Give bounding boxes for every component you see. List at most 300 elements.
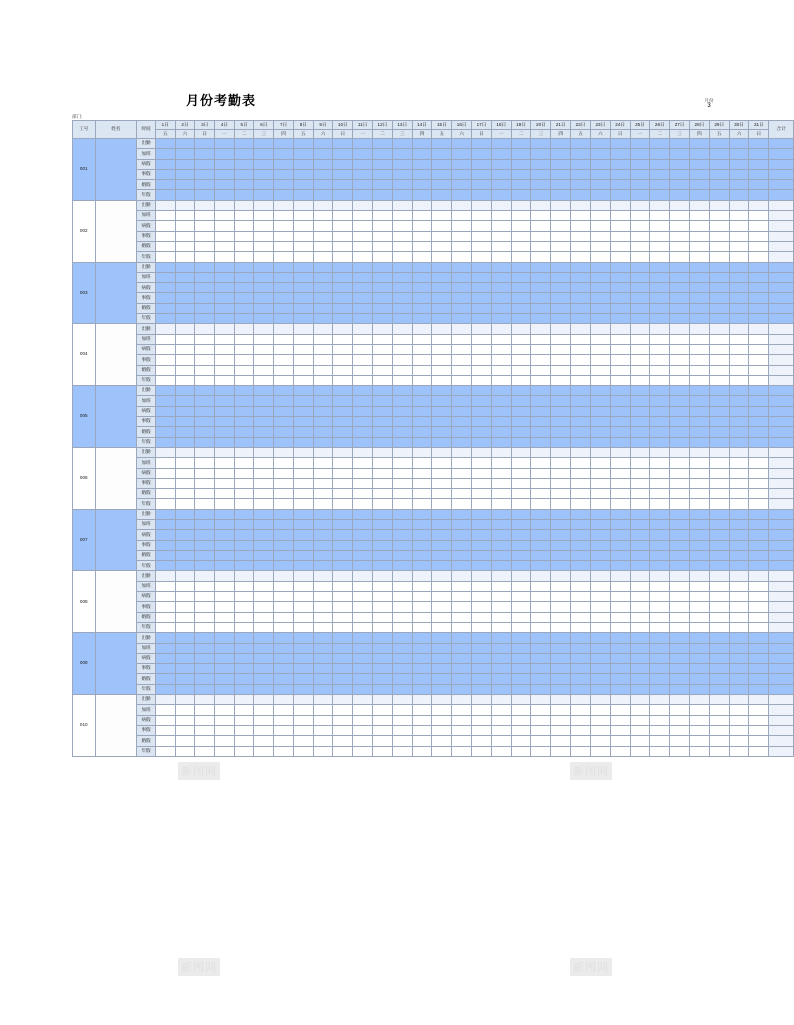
- attendance-day-cell[interactable]: [590, 314, 610, 324]
- attendance-day-cell[interactable]: [650, 180, 670, 190]
- attendance-day-cell[interactable]: [511, 231, 531, 241]
- attendance-day-cell[interactable]: [650, 633, 670, 643]
- attendance-day-cell[interactable]: [749, 417, 769, 427]
- attendance-day-cell[interactable]: [551, 169, 571, 179]
- attendance-day-cell[interactable]: [254, 643, 274, 653]
- attendance-day-cell[interactable]: [531, 468, 551, 478]
- attendance-day-cell[interactable]: [215, 561, 235, 571]
- attendance-day-cell[interactable]: [590, 262, 610, 272]
- attendance-day-cell[interactable]: [709, 458, 729, 468]
- attendance-day-cell[interactable]: [432, 272, 452, 282]
- attendance-day-cell[interactable]: [472, 705, 492, 715]
- attendance-day-cell[interactable]: [729, 684, 749, 694]
- attendance-day-cell[interactable]: [392, 303, 412, 313]
- attendance-day-cell[interactable]: [709, 159, 729, 169]
- attendance-day-cell[interactable]: [630, 169, 650, 179]
- attendance-day-cell[interactable]: [689, 190, 709, 200]
- attendance-day-cell[interactable]: [472, 344, 492, 354]
- attendance-day-cell[interactable]: [234, 612, 254, 622]
- attendance-day-cell[interactable]: [274, 314, 294, 324]
- attendance-day-cell[interactable]: [511, 180, 531, 190]
- attendance-day-cell[interactable]: [531, 592, 551, 602]
- attendance-day-cell[interactable]: [551, 221, 571, 231]
- attendance-day-cell[interactable]: [274, 571, 294, 581]
- attendance-day-cell[interactable]: [689, 221, 709, 231]
- attendance-day-cell[interactable]: [630, 437, 650, 447]
- attendance-day-cell[interactable]: [511, 633, 531, 643]
- attendance-total-cell[interactable]: [769, 149, 794, 159]
- attendance-day-cell[interactable]: [531, 293, 551, 303]
- attendance-day-cell[interactable]: [432, 365, 452, 375]
- attendance-day-cell[interactable]: [650, 169, 670, 179]
- attendance-day-cell[interactable]: [650, 746, 670, 756]
- attendance-day-cell[interactable]: [491, 478, 511, 488]
- attendance-day-cell[interactable]: [293, 200, 313, 210]
- attendance-day-cell[interactable]: [372, 159, 392, 169]
- attendance-day-cell[interactable]: [511, 695, 531, 705]
- attendance-total-cell[interactable]: [769, 540, 794, 550]
- attendance-day-cell[interactable]: [432, 355, 452, 365]
- employee-id-cell[interactable]: 009: [73, 633, 96, 695]
- attendance-day-cell[interactable]: [630, 139, 650, 149]
- attendance-day-cell[interactable]: [155, 458, 175, 468]
- attendance-day-cell[interactable]: [590, 180, 610, 190]
- attendance-day-cell[interactable]: [333, 622, 353, 632]
- attendance-day-cell[interactable]: [195, 468, 215, 478]
- attendance-day-cell[interactable]: [313, 653, 333, 663]
- attendance-day-cell[interactable]: [175, 468, 195, 478]
- attendance-day-cell[interactable]: [709, 386, 729, 396]
- attendance-day-cell[interactable]: [155, 231, 175, 241]
- attendance-day-cell[interactable]: [432, 211, 452, 221]
- attendance-total-cell[interactable]: [769, 664, 794, 674]
- attendance-day-cell[interactable]: [432, 221, 452, 231]
- attendance-day-cell[interactable]: [630, 447, 650, 457]
- attendance-day-cell[interactable]: [531, 612, 551, 622]
- attendance-day-cell[interactable]: [610, 437, 630, 447]
- attendance-day-cell[interactable]: [234, 200, 254, 210]
- attendance-day-cell[interactable]: [452, 221, 472, 231]
- attendance-day-cell[interactable]: [650, 468, 670, 478]
- attendance-day-cell[interactable]: [709, 653, 729, 663]
- attendance-day-cell[interactable]: [274, 406, 294, 416]
- attendance-day-cell[interactable]: [511, 653, 531, 663]
- attendance-day-cell[interactable]: [254, 231, 274, 241]
- attendance-day-cell[interactable]: [412, 499, 432, 509]
- attendance-day-cell[interactable]: [670, 252, 690, 262]
- attendance-day-cell[interactable]: [412, 406, 432, 416]
- attendance-day-cell[interactable]: [234, 684, 254, 694]
- attendance-day-cell[interactable]: [412, 530, 432, 540]
- table-row[interactable]: [73, 406, 794, 416]
- attendance-day-cell[interactable]: [372, 386, 392, 396]
- attendance-day-cell[interactable]: [234, 746, 254, 756]
- attendance-day-cell[interactable]: [274, 427, 294, 437]
- attendance-day-cell[interactable]: [175, 653, 195, 663]
- attendance-day-cell[interactable]: [491, 571, 511, 581]
- attendance-day-cell[interactable]: [333, 314, 353, 324]
- attendance-day-cell[interactable]: [234, 427, 254, 437]
- attendance-day-cell[interactable]: [175, 231, 195, 241]
- attendance-day-cell[interactable]: [452, 664, 472, 674]
- attendance-day-cell[interactable]: [511, 602, 531, 612]
- attendance-day-cell[interactable]: [293, 458, 313, 468]
- attendance-day-cell[interactable]: [155, 478, 175, 488]
- attendance-day-cell[interactable]: [491, 695, 511, 705]
- attendance-day-cell[interactable]: [630, 705, 650, 715]
- attendance-day-cell[interactable]: [412, 211, 432, 221]
- attendance-day-cell[interactable]: [531, 365, 551, 375]
- attendance-day-cell[interactable]: [650, 664, 670, 674]
- attendance-day-cell[interactable]: [571, 139, 591, 149]
- attendance-day-cell[interactable]: [491, 540, 511, 550]
- attendance-day-cell[interactable]: [452, 468, 472, 478]
- attendance-day-cell[interactable]: [432, 509, 452, 519]
- attendance-day-cell[interactable]: [215, 447, 235, 457]
- attendance-day-cell[interactable]: [531, 437, 551, 447]
- table-row[interactable]: [73, 324, 794, 334]
- attendance-day-cell[interactable]: [215, 458, 235, 468]
- attendance-day-cell[interactable]: [511, 581, 531, 591]
- attendance-day-cell[interactable]: [412, 375, 432, 385]
- attendance-day-cell[interactable]: [353, 211, 373, 221]
- attendance-day-cell[interactable]: [333, 571, 353, 581]
- attendance-day-cell[interactable]: [333, 499, 353, 509]
- attendance-day-cell[interactable]: [551, 746, 571, 756]
- attendance-day-cell[interactable]: [749, 375, 769, 385]
- attendance-day-cell[interactable]: [353, 396, 373, 406]
- attendance-day-cell[interactable]: [274, 149, 294, 159]
- attendance-day-cell[interactable]: [650, 200, 670, 210]
- attendance-day-cell[interactable]: [749, 633, 769, 643]
- attendance-day-cell[interactable]: [749, 622, 769, 632]
- attendance-day-cell[interactable]: [590, 530, 610, 540]
- attendance-day-cell[interactable]: [412, 427, 432, 437]
- attendance-day-cell[interactable]: [215, 324, 235, 334]
- attendance-day-cell[interactable]: [293, 643, 313, 653]
- attendance-day-cell[interactable]: [491, 437, 511, 447]
- attendance-day-cell[interactable]: [749, 468, 769, 478]
- attendance-day-cell[interactable]: [729, 149, 749, 159]
- attendance-day-cell[interactable]: [452, 489, 472, 499]
- attendance-day-cell[interactable]: [274, 602, 294, 612]
- attendance-day-cell[interactable]: [313, 159, 333, 169]
- attendance-day-cell[interactable]: [215, 241, 235, 251]
- attendance-day-cell[interactable]: [650, 149, 670, 159]
- attendance-day-cell[interactable]: [749, 324, 769, 334]
- attendance-day-cell[interactable]: [630, 262, 650, 272]
- attendance-day-cell[interactable]: [254, 746, 274, 756]
- attendance-day-cell[interactable]: [254, 427, 274, 437]
- attendance-day-cell[interactable]: [472, 169, 492, 179]
- attendance-day-cell[interactable]: [610, 530, 630, 540]
- attendance-day-cell[interactable]: [650, 684, 670, 694]
- attendance-day-cell[interactable]: [650, 262, 670, 272]
- attendance-day-cell[interactable]: [234, 602, 254, 612]
- attendance-day-cell[interactable]: [293, 211, 313, 221]
- attendance-day-cell[interactable]: [372, 458, 392, 468]
- attendance-day-cell[interactable]: [452, 386, 472, 396]
- attendance-day-cell[interactable]: [372, 262, 392, 272]
- attendance-day-cell[interactable]: [709, 406, 729, 416]
- attendance-day-cell[interactable]: [511, 293, 531, 303]
- attendance-total-cell[interactable]: [769, 211, 794, 221]
- attendance-day-cell[interactable]: [729, 252, 749, 262]
- attendance-day-cell[interactable]: [195, 293, 215, 303]
- attendance-day-cell[interactable]: [412, 190, 432, 200]
- attendance-day-cell[interactable]: [155, 653, 175, 663]
- attendance-day-cell[interactable]: [234, 149, 254, 159]
- attendance-day-cell[interactable]: [195, 272, 215, 282]
- attendance-day-cell[interactable]: [571, 674, 591, 684]
- employee-name-cell[interactable]: [95, 509, 137, 571]
- attendance-day-cell[interactable]: [610, 550, 630, 560]
- attendance-day-cell[interactable]: [590, 581, 610, 591]
- attendance-day-cell[interactable]: [729, 458, 749, 468]
- attendance-day-cell[interactable]: [749, 478, 769, 488]
- attendance-total-cell[interactable]: [769, 695, 794, 705]
- table-row[interactable]: [73, 293, 794, 303]
- attendance-day-cell[interactable]: [175, 386, 195, 396]
- attendance-day-cell[interactable]: [274, 622, 294, 632]
- attendance-day-cell[interactable]: [333, 427, 353, 437]
- attendance-day-cell[interactable]: [293, 355, 313, 365]
- attendance-day-cell[interactable]: [610, 622, 630, 632]
- attendance-day-cell[interactable]: [234, 571, 254, 581]
- attendance-day-cell[interactable]: [195, 334, 215, 344]
- attendance-day-cell[interactable]: [293, 149, 313, 159]
- attendance-day-cell[interactable]: [650, 653, 670, 663]
- attendance-day-cell[interactable]: [392, 612, 412, 622]
- attendance-day-cell[interactable]: [689, 303, 709, 313]
- attendance-day-cell[interactable]: [313, 283, 333, 293]
- attendance-day-cell[interactable]: [432, 344, 452, 354]
- attendance-day-cell[interactable]: [234, 725, 254, 735]
- table-row[interactable]: [73, 684, 794, 694]
- attendance-day-cell[interactable]: [610, 705, 630, 715]
- attendance-day-cell[interactable]: [650, 211, 670, 221]
- attendance-day-cell[interactable]: [392, 622, 412, 632]
- attendance-day-cell[interactable]: [749, 365, 769, 375]
- attendance-day-cell[interactable]: [551, 437, 571, 447]
- attendance-day-cell[interactable]: [392, 386, 412, 396]
- attendance-day-cell[interactable]: [452, 736, 472, 746]
- attendance-day-cell[interactable]: [551, 272, 571, 282]
- attendance-day-cell[interactable]: [412, 252, 432, 262]
- attendance-day-cell[interactable]: [372, 746, 392, 756]
- attendance-day-cell[interactable]: [709, 695, 729, 705]
- attendance-day-cell[interactable]: [372, 736, 392, 746]
- attendance-day-cell[interactable]: [293, 252, 313, 262]
- attendance-day-cell[interactable]: [472, 715, 492, 725]
- attendance-day-cell[interactable]: [313, 489, 333, 499]
- attendance-day-cell[interactable]: [333, 149, 353, 159]
- attendance-day-cell[interactable]: [491, 684, 511, 694]
- attendance-day-cell[interactable]: [590, 149, 610, 159]
- attendance-day-cell[interactable]: [571, 571, 591, 581]
- attendance-day-cell[interactable]: [313, 705, 333, 715]
- attendance-day-cell[interactable]: [511, 674, 531, 684]
- attendance-day-cell[interactable]: [274, 375, 294, 385]
- attendance-day-cell[interactable]: [392, 550, 412, 560]
- attendance-day-cell[interactable]: [511, 437, 531, 447]
- table-row[interactable]: [73, 314, 794, 324]
- attendance-day-cell[interactable]: [412, 180, 432, 190]
- attendance-day-cell[interactable]: [392, 344, 412, 354]
- attendance-day-cell[interactable]: [155, 417, 175, 427]
- attendance-day-cell[interactable]: [353, 355, 373, 365]
- attendance-day-cell[interactable]: [372, 417, 392, 427]
- attendance-day-cell[interactable]: [432, 540, 452, 550]
- attendance-day-cell[interactable]: [650, 705, 670, 715]
- attendance-day-cell[interactable]: [472, 386, 492, 396]
- attendance-day-cell[interactable]: [531, 736, 551, 746]
- attendance-day-cell[interactable]: [274, 478, 294, 488]
- attendance-day-cell[interactable]: [432, 396, 452, 406]
- attendance-day-cell[interactable]: [491, 221, 511, 231]
- attendance-day-cell[interactable]: [590, 241, 610, 251]
- attendance-day-cell[interactable]: [254, 344, 274, 354]
- attendance-day-cell[interactable]: [254, 612, 274, 622]
- attendance-day-cell[interactable]: [195, 159, 215, 169]
- attendance-day-cell[interactable]: [590, 375, 610, 385]
- attendance-day-cell[interactable]: [491, 149, 511, 159]
- attendance-day-cell[interactable]: [452, 653, 472, 663]
- attendance-day-cell[interactable]: [215, 664, 235, 674]
- attendance-day-cell[interactable]: [175, 241, 195, 251]
- attendance-day-cell[interactable]: [155, 262, 175, 272]
- attendance-day-cell[interactable]: [313, 252, 333, 262]
- attendance-day-cell[interactable]: [689, 540, 709, 550]
- attendance-total-cell[interactable]: [769, 139, 794, 149]
- attendance-day-cell[interactable]: [630, 344, 650, 354]
- attendance-day-cell[interactable]: [333, 272, 353, 282]
- attendance-day-cell[interactable]: [372, 447, 392, 457]
- attendance-day-cell[interactable]: [372, 561, 392, 571]
- attendance-day-cell[interactable]: [650, 324, 670, 334]
- attendance-total-cell[interactable]: [769, 406, 794, 416]
- attendance-day-cell[interactable]: [392, 159, 412, 169]
- attendance-day-cell[interactable]: [551, 231, 571, 241]
- attendance-total-cell[interactable]: [769, 427, 794, 437]
- attendance-day-cell[interactable]: [709, 468, 729, 478]
- attendance-day-cell[interactable]: [491, 550, 511, 560]
- attendance-day-cell[interactable]: [195, 386, 215, 396]
- attendance-day-cell[interactable]: [353, 664, 373, 674]
- employee-name-cell[interactable]: [95, 571, 137, 633]
- attendance-day-cell[interactable]: [215, 571, 235, 581]
- attendance-day-cell[interactable]: [195, 200, 215, 210]
- attendance-day-cell[interactable]: [551, 684, 571, 694]
- attendance-day-cell[interactable]: [610, 406, 630, 416]
- attendance-day-cell[interactable]: [709, 540, 729, 550]
- attendance-day-cell[interactable]: [293, 499, 313, 509]
- attendance-day-cell[interactable]: [175, 365, 195, 375]
- attendance-day-cell[interactable]: [630, 406, 650, 416]
- attendance-day-cell[interactable]: [749, 386, 769, 396]
- attendance-day-cell[interactable]: [175, 684, 195, 694]
- attendance-day-cell[interactable]: [729, 561, 749, 571]
- table-row[interactable]: [73, 169, 794, 179]
- table-row[interactable]: [73, 447, 794, 457]
- attendance-day-cell[interactable]: [274, 725, 294, 735]
- attendance-day-cell[interactable]: [155, 314, 175, 324]
- attendance-day-cell[interactable]: [670, 489, 690, 499]
- attendance-day-cell[interactable]: [293, 231, 313, 241]
- attendance-day-cell[interactable]: [274, 447, 294, 457]
- attendance-day-cell[interactable]: [511, 592, 531, 602]
- attendance-day-cell[interactable]: [650, 478, 670, 488]
- attendance-day-cell[interactable]: [215, 550, 235, 560]
- attendance-day-cell[interactable]: [432, 489, 452, 499]
- attendance-day-cell[interactable]: [392, 293, 412, 303]
- attendance-day-cell[interactable]: [392, 365, 412, 375]
- attendance-day-cell[interactable]: [313, 334, 333, 344]
- attendance-day-cell[interactable]: [630, 324, 650, 334]
- table-row[interactable]: [73, 592, 794, 602]
- attendance-day-cell[interactable]: [729, 283, 749, 293]
- attendance-day-cell[interactable]: [254, 519, 274, 529]
- attendance-day-cell[interactable]: [175, 406, 195, 416]
- attendance-day-cell[interactable]: [590, 334, 610, 344]
- attendance-day-cell[interactable]: [254, 653, 274, 663]
- attendance-day-cell[interactable]: [590, 695, 610, 705]
- attendance-day-cell[interactable]: [749, 211, 769, 221]
- attendance-day-cell[interactable]: [313, 221, 333, 231]
- attendance-day-cell[interactable]: [155, 396, 175, 406]
- employee-name-cell[interactable]: [95, 139, 137, 201]
- attendance-day-cell[interactable]: [353, 519, 373, 529]
- attendance-day-cell[interactable]: [452, 375, 472, 385]
- attendance-day-cell[interactable]: [333, 344, 353, 354]
- attendance-day-cell[interactable]: [630, 190, 650, 200]
- employee-name-cell[interactable]: [95, 386, 137, 448]
- attendance-day-cell[interactable]: [274, 221, 294, 231]
- attendance-day-cell[interactable]: [689, 169, 709, 179]
- attendance-day-cell[interactable]: [472, 406, 492, 416]
- month-value[interactable]: 3: [707, 103, 711, 110]
- attendance-day-cell[interactable]: [491, 169, 511, 179]
- attendance-day-cell[interactable]: [195, 612, 215, 622]
- attendance-day-cell[interactable]: [333, 592, 353, 602]
- attendance-day-cell[interactable]: [234, 252, 254, 262]
- attendance-day-cell[interactable]: [729, 396, 749, 406]
- attendance-day-cell[interactable]: [650, 293, 670, 303]
- attendance-day-cell[interactable]: [511, 561, 531, 571]
- attendance-day-cell[interactable]: [333, 375, 353, 385]
- attendance-day-cell[interactable]: [412, 664, 432, 674]
- attendance-day-cell[interactable]: [293, 314, 313, 324]
- attendance-day-cell[interactable]: [432, 262, 452, 272]
- attendance-day-cell[interactable]: [195, 684, 215, 694]
- attendance-day-cell[interactable]: [729, 437, 749, 447]
- attendance-day-cell[interactable]: [729, 489, 749, 499]
- attendance-day-cell[interactable]: [274, 458, 294, 468]
- attendance-day-cell[interactable]: [531, 581, 551, 591]
- attendance-day-cell[interactable]: [372, 602, 392, 612]
- attendance-day-cell[interactable]: [472, 293, 492, 303]
- attendance-day-cell[interactable]: [571, 252, 591, 262]
- attendance-day-cell[interactable]: [313, 427, 333, 437]
- attendance-day-cell[interactable]: [432, 334, 452, 344]
- attendance-day-cell[interactable]: [372, 530, 392, 540]
- attendance-day-cell[interactable]: [432, 314, 452, 324]
- table-body[interactable]: [73, 139, 794, 757]
- attendance-day-cell[interactable]: [610, 653, 630, 663]
- attendance-day-cell[interactable]: [729, 478, 749, 488]
- attendance-day-cell[interactable]: [511, 272, 531, 282]
- attendance-day-cell[interactable]: [234, 509, 254, 519]
